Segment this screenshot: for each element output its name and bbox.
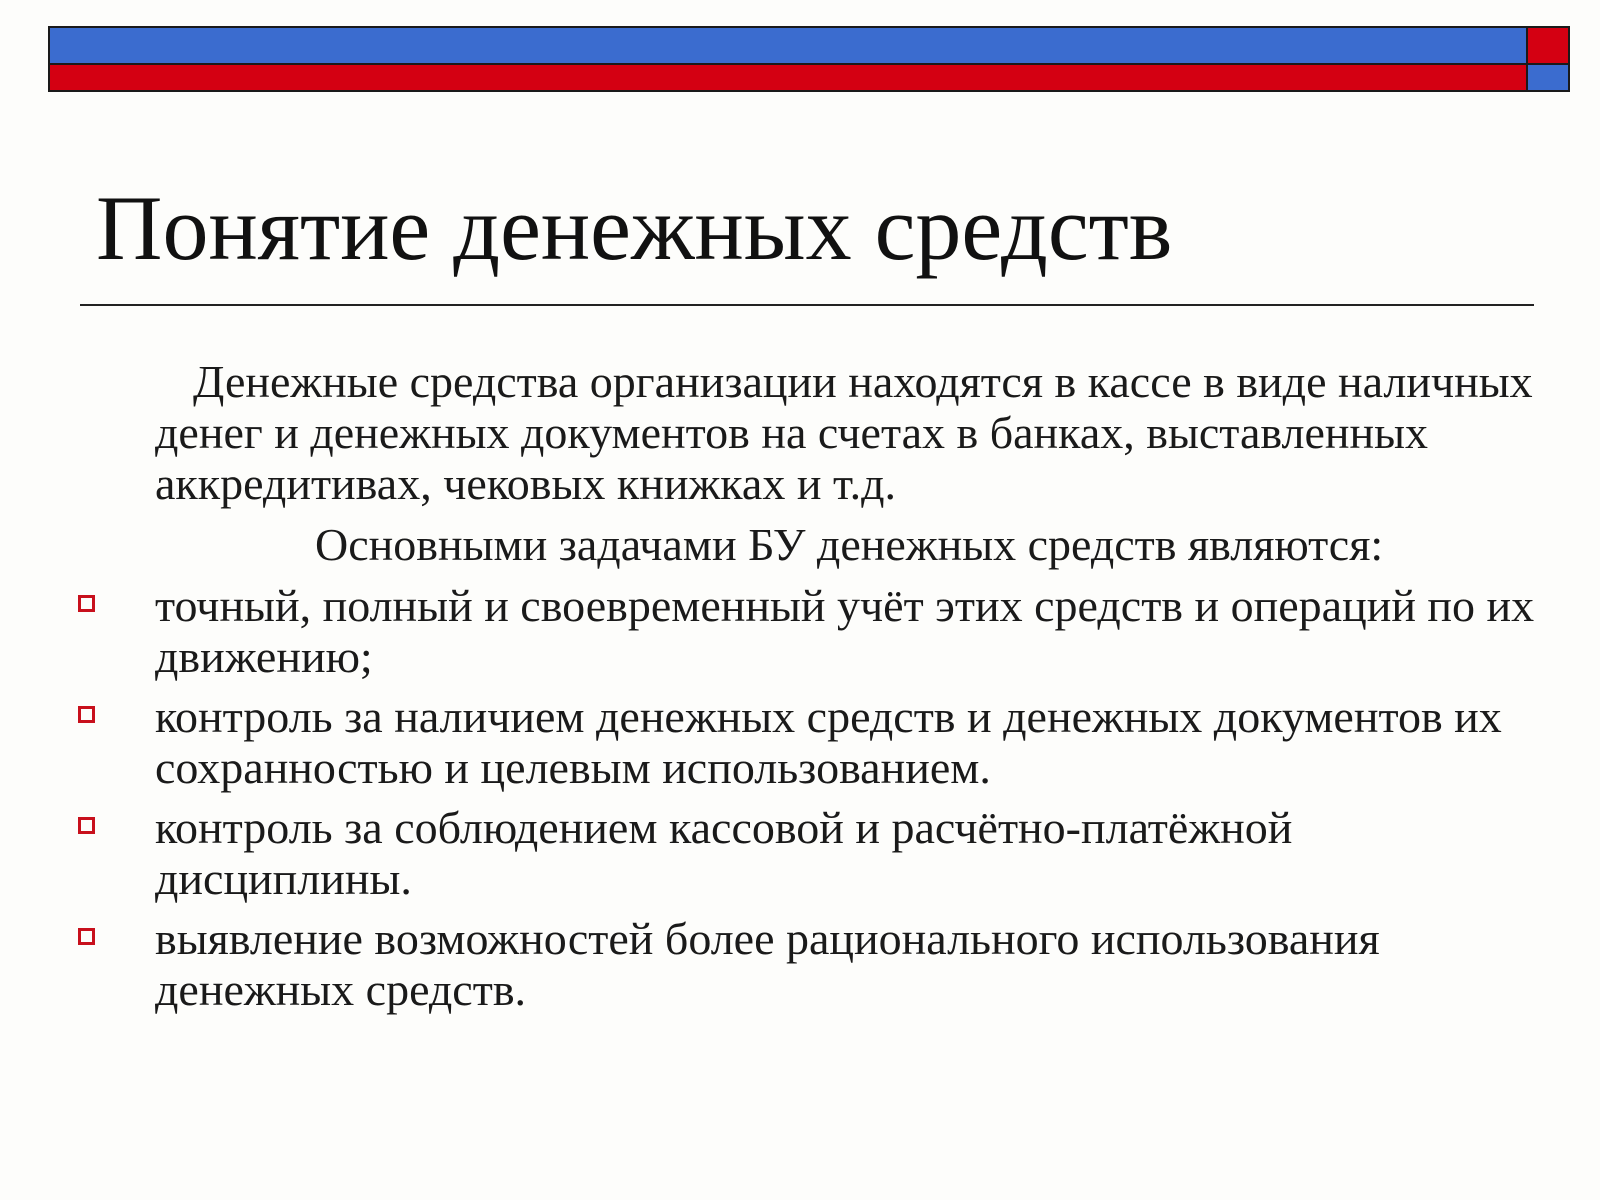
hollow-square-icon (78, 706, 95, 723)
hollow-square-icon (78, 817, 95, 834)
hollow-square-icon (78, 928, 95, 945)
hollow-square-icon (78, 595, 95, 612)
intro-paragraph: Денежные средства организации находятся в кассе в виде наличных денег и денежных документов на счетах в банках, выставленных аккредитивах, чековых книжках и т.д. (155, 356, 1533, 509)
header-corner-blue-square (1528, 65, 1570, 92)
list-item-text: выявление возможностей более рационального использования денежных средств. (155, 913, 1380, 1015)
list-item-text: контроль за соблюдением кассовой и расчётно-платёжной дисциплины. (155, 802, 1293, 904)
tasks-lead-paragraph: Основными задачами БУ денежных средств являются: (315, 519, 1384, 570)
list-item (155, 913, 1555, 1015)
header-band (48, 26, 1570, 92)
list-item-text: контроль за наличием денежных средств и денежных документов их сохранностью и целевым использованием. (155, 691, 1502, 793)
header-red-stripe (48, 65, 1528, 92)
list-item (155, 691, 1555, 793)
title-divider (80, 304, 1534, 306)
slide-title: Понятие денежных средств (96, 177, 1173, 279)
tasks-list (155, 580, 1555, 1015)
header-corner-red-square (1528, 26, 1570, 65)
list-item-text: точный, полный и своевременный учёт этих средств и операций по их движению; (155, 580, 1535, 682)
list-item (155, 802, 1555, 904)
slide-body (155, 356, 1555, 1024)
list-item (155, 580, 1555, 682)
header-blue-stripe (48, 26, 1528, 65)
